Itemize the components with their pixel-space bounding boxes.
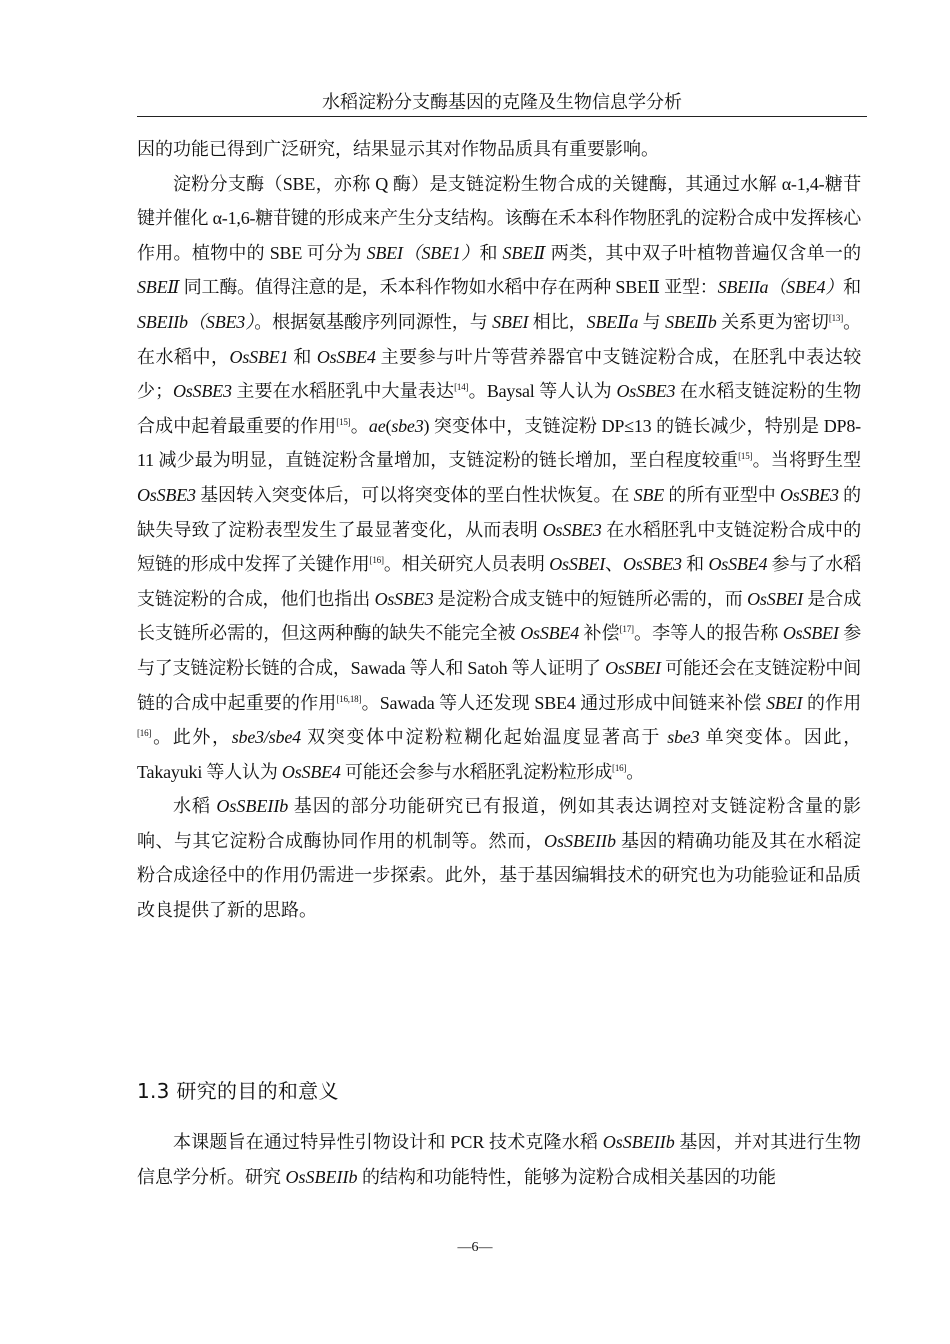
- section-heading: 1.3 研究的目的和意义: [137, 1079, 339, 1103]
- gene-name: OsSBEIIb: [285, 1166, 358, 1187]
- text-span: 水稻: [173, 796, 217, 817]
- gene-name: OsSBEI: [782, 623, 839, 644]
- gene-name: SBEI（SBE1）: [366, 242, 480, 263]
- text-span: 。当将野生型: [752, 450, 861, 471]
- text-span: 是淀粉合成支链中的短链所必需的，而: [433, 588, 748, 609]
- gene-name: SBEIIa（SBE4）: [717, 277, 844, 298]
- citation: [15]: [738, 451, 753, 462]
- gene-name: SBEⅡb: [665, 311, 717, 332]
- page-number: —6—: [457, 1240, 493, 1255]
- text-span: 。根据氨基酸序列同源性，与: [254, 311, 493, 332]
- gene-name: SBEI: [492, 311, 529, 332]
- gene-name: OsSBE3: [780, 484, 839, 505]
- paragraph-ossbeiib-research: [137, 789, 861, 927]
- citation: [16]: [612, 762, 627, 773]
- text-span: 与: [638, 311, 666, 332]
- text-span: 在水稻胚乳中支链淀粉合成中的短链的形成中发挥了关键作用: [137, 519, 861, 575]
- text-span: 同工酶。值得注意的是，禾本科作物如水稻中存在两种 SBEⅡ 亚型：: [179, 277, 718, 298]
- main-text-lower: [137, 1125, 861, 1194]
- gene-name: OsSBEIIb: [216, 796, 289, 817]
- text-span: 主要在水稻胚乳中大量表达: [231, 381, 455, 402]
- text-span: 补偿: [579, 623, 620, 644]
- text-span: 。李等人的报告称: [633, 623, 783, 644]
- text-span: 淀粉分支酶（SBE，亦称 Q 酶）是支链淀粉生物合成的关键酶，其通过水解 α-1,4-糖苷键并催化 α-1,6-糖苷键的形成来产生分支结构。该酶在禾本科作物胚乳的淀粉合成中发挥核心作用。植物中的 SBE 可分为: [137, 173, 861, 263]
- gene-name: OsSBEIIb: [602, 1132, 675, 1152]
- citation: [17]: [619, 624, 634, 635]
- text-span: 单突变体。因此，Takayuki 等人认为: [137, 727, 861, 782]
- text-span: 。在水稻中，: [137, 311, 861, 367]
- text-span: ) 突变体中，支链淀粉 DP≤13 的链长减少，特别是 DP8-11 减少最为明显，直链淀粉含量增加，支链淀粉的链长增加，垩白程度较重: [137, 415, 861, 471]
- citation: [15]: [336, 416, 351, 427]
- text-span: 。Baysal 等人认为: [468, 381, 617, 402]
- gene-name: sbe3/sbe4: [231, 727, 301, 748]
- gene-name: OsSBE1: [229, 346, 289, 367]
- text-span: 两类，其中双子叶植物普遍仅含单一的: [545, 242, 861, 263]
- paragraph-continuation: [137, 132, 861, 167]
- text-span: 可能还会参与水稻胚乳淀粉粒形成: [340, 761, 613, 782]
- text-span: 在水稻支链淀粉的生物合成中起着最重要的作用: [137, 381, 861, 436]
- gene-name: OsSBE4: [708, 554, 768, 575]
- text-span: 。: [626, 761, 645, 782]
- citation: [14]: [454, 382, 469, 393]
- paragraph-sbe-overview: [137, 167, 861, 790]
- gene-name: OsSBE3: [172, 381, 232, 402]
- gene-name: OsSBEIIb: [544, 830, 616, 851]
- gene-name: SBEⅡa: [586, 311, 639, 332]
- text-span: 基因转入突变体后，可以将突变体的垩白性状恢复。在: [195, 484, 634, 505]
- header-rule: [137, 116, 867, 117]
- text-span: 的缺失导致了淀粉表型发生了最显著变化，从而表明: [137, 484, 861, 540]
- text-span: 的结构和功能特性，能够为淀粉合成相关基因的功能: [357, 1166, 776, 1187]
- gene-name: OsSBE3: [374, 588, 434, 609]
- gene-name: sbe3: [667, 727, 700, 748]
- citation: [16,18]: [336, 693, 362, 704]
- running-header: 水稻淀粉分支酶基因的克隆及生物信息学分析: [322, 92, 682, 112]
- gene-name: ae: [368, 415, 386, 436]
- main-text-upper: [137, 132, 861, 928]
- text-span: (: [385, 415, 392, 436]
- gene-name: OsSBE3: [616, 381, 676, 402]
- text-span: 基因的精确功能及其在水稻淀粉合成途径中的作用仍需进一步探索。此外，基于基因编辑技术的研究也为功能验证和品质改良提供了新的思路。: [137, 830, 862, 921]
- gene-name: SBEIIb（SBE3）: [137, 311, 255, 332]
- text-span: 的作用: [802, 692, 861, 713]
- gene-name: SBEI: [766, 692, 803, 713]
- text-span: 可能还会在支链淀粉中间链的合成中起重要的作用: [137, 657, 861, 713]
- text-span: 参与了水稻支链淀粉的合成，他们也指出: [137, 554, 862, 609]
- text-span: 参与了支链淀粉长链的合成，Sawada 等人和 Satoh 等人证明了: [137, 623, 861, 678]
- text-span: 基因，并对其进行生物信息学分析。研究: [137, 1132, 861, 1187]
- text-span: 的所有亚型中: [663, 484, 780, 505]
- text-span: 是合成长支链所必需的，但这两种酶的缺失不能完全被: [137, 588, 862, 644]
- text-span: 双突变体中淀粉粒糊化起始温度显著高于: [300, 727, 668, 748]
- text-span: 、: [605, 554, 623, 575]
- text-span: 和: [843, 277, 861, 298]
- text-span: 主要参与叶片等营养器官中支链淀粉合成，在胚乳中表达较少；: [137, 346, 861, 402]
- text-span: 。Sawada 等人还发现 SBE4 通过形成中间链来补偿: [361, 692, 767, 713]
- text-span: 关系更为密切: [716, 311, 829, 332]
- gene-name: OsSBE3: [623, 554, 682, 575]
- text-span: 基因的部分功能研究已有报道，例如其表达调控对支链淀粉含量的影响、与其它淀粉合成酶协同作用的机制等。然而，: [137, 796, 862, 851]
- text-span: 。: [350, 415, 369, 436]
- gene-name: OsSBE4: [281, 761, 341, 782]
- text-span: 。相关研究人员表明: [383, 554, 550, 575]
- gene-name: OsSBE4: [316, 346, 376, 367]
- citation: [16]: [137, 728, 152, 739]
- gene-name: SBEⅡ: [502, 242, 546, 263]
- text-span: 因的功能已得到广泛研究，结果显示其对作物品质具有重要影响。: [137, 139, 659, 159]
- gene-name: sbe3: [391, 415, 424, 436]
- text-span: 和: [681, 554, 709, 575]
- gene-name: SBE: [633, 484, 664, 505]
- citation: [13]: [828, 312, 844, 323]
- gene-name: OsSBE3: [542, 519, 602, 540]
- gene-name: OsSBE3: [137, 484, 196, 505]
- citation: [16]: [369, 555, 384, 566]
- gene-name: OsSBEI: [605, 657, 661, 678]
- text-span: 和: [288, 346, 317, 367]
- gene-name: OsSBEI: [747, 588, 803, 609]
- gene-name: SBEⅡ: [137, 277, 180, 298]
- text-span: 相比，: [528, 311, 587, 332]
- paragraph-objectives: [137, 1125, 861, 1194]
- gene-name: OsSBEI: [549, 554, 606, 575]
- gene-name: OsSBE4: [520, 623, 580, 644]
- text-span: 。此外，: [151, 727, 232, 748]
- text-span: 本课题旨在通过特异性引物设计和 PCR 技术克隆水稻: [173, 1132, 603, 1152]
- text-span: 和: [479, 242, 503, 263]
